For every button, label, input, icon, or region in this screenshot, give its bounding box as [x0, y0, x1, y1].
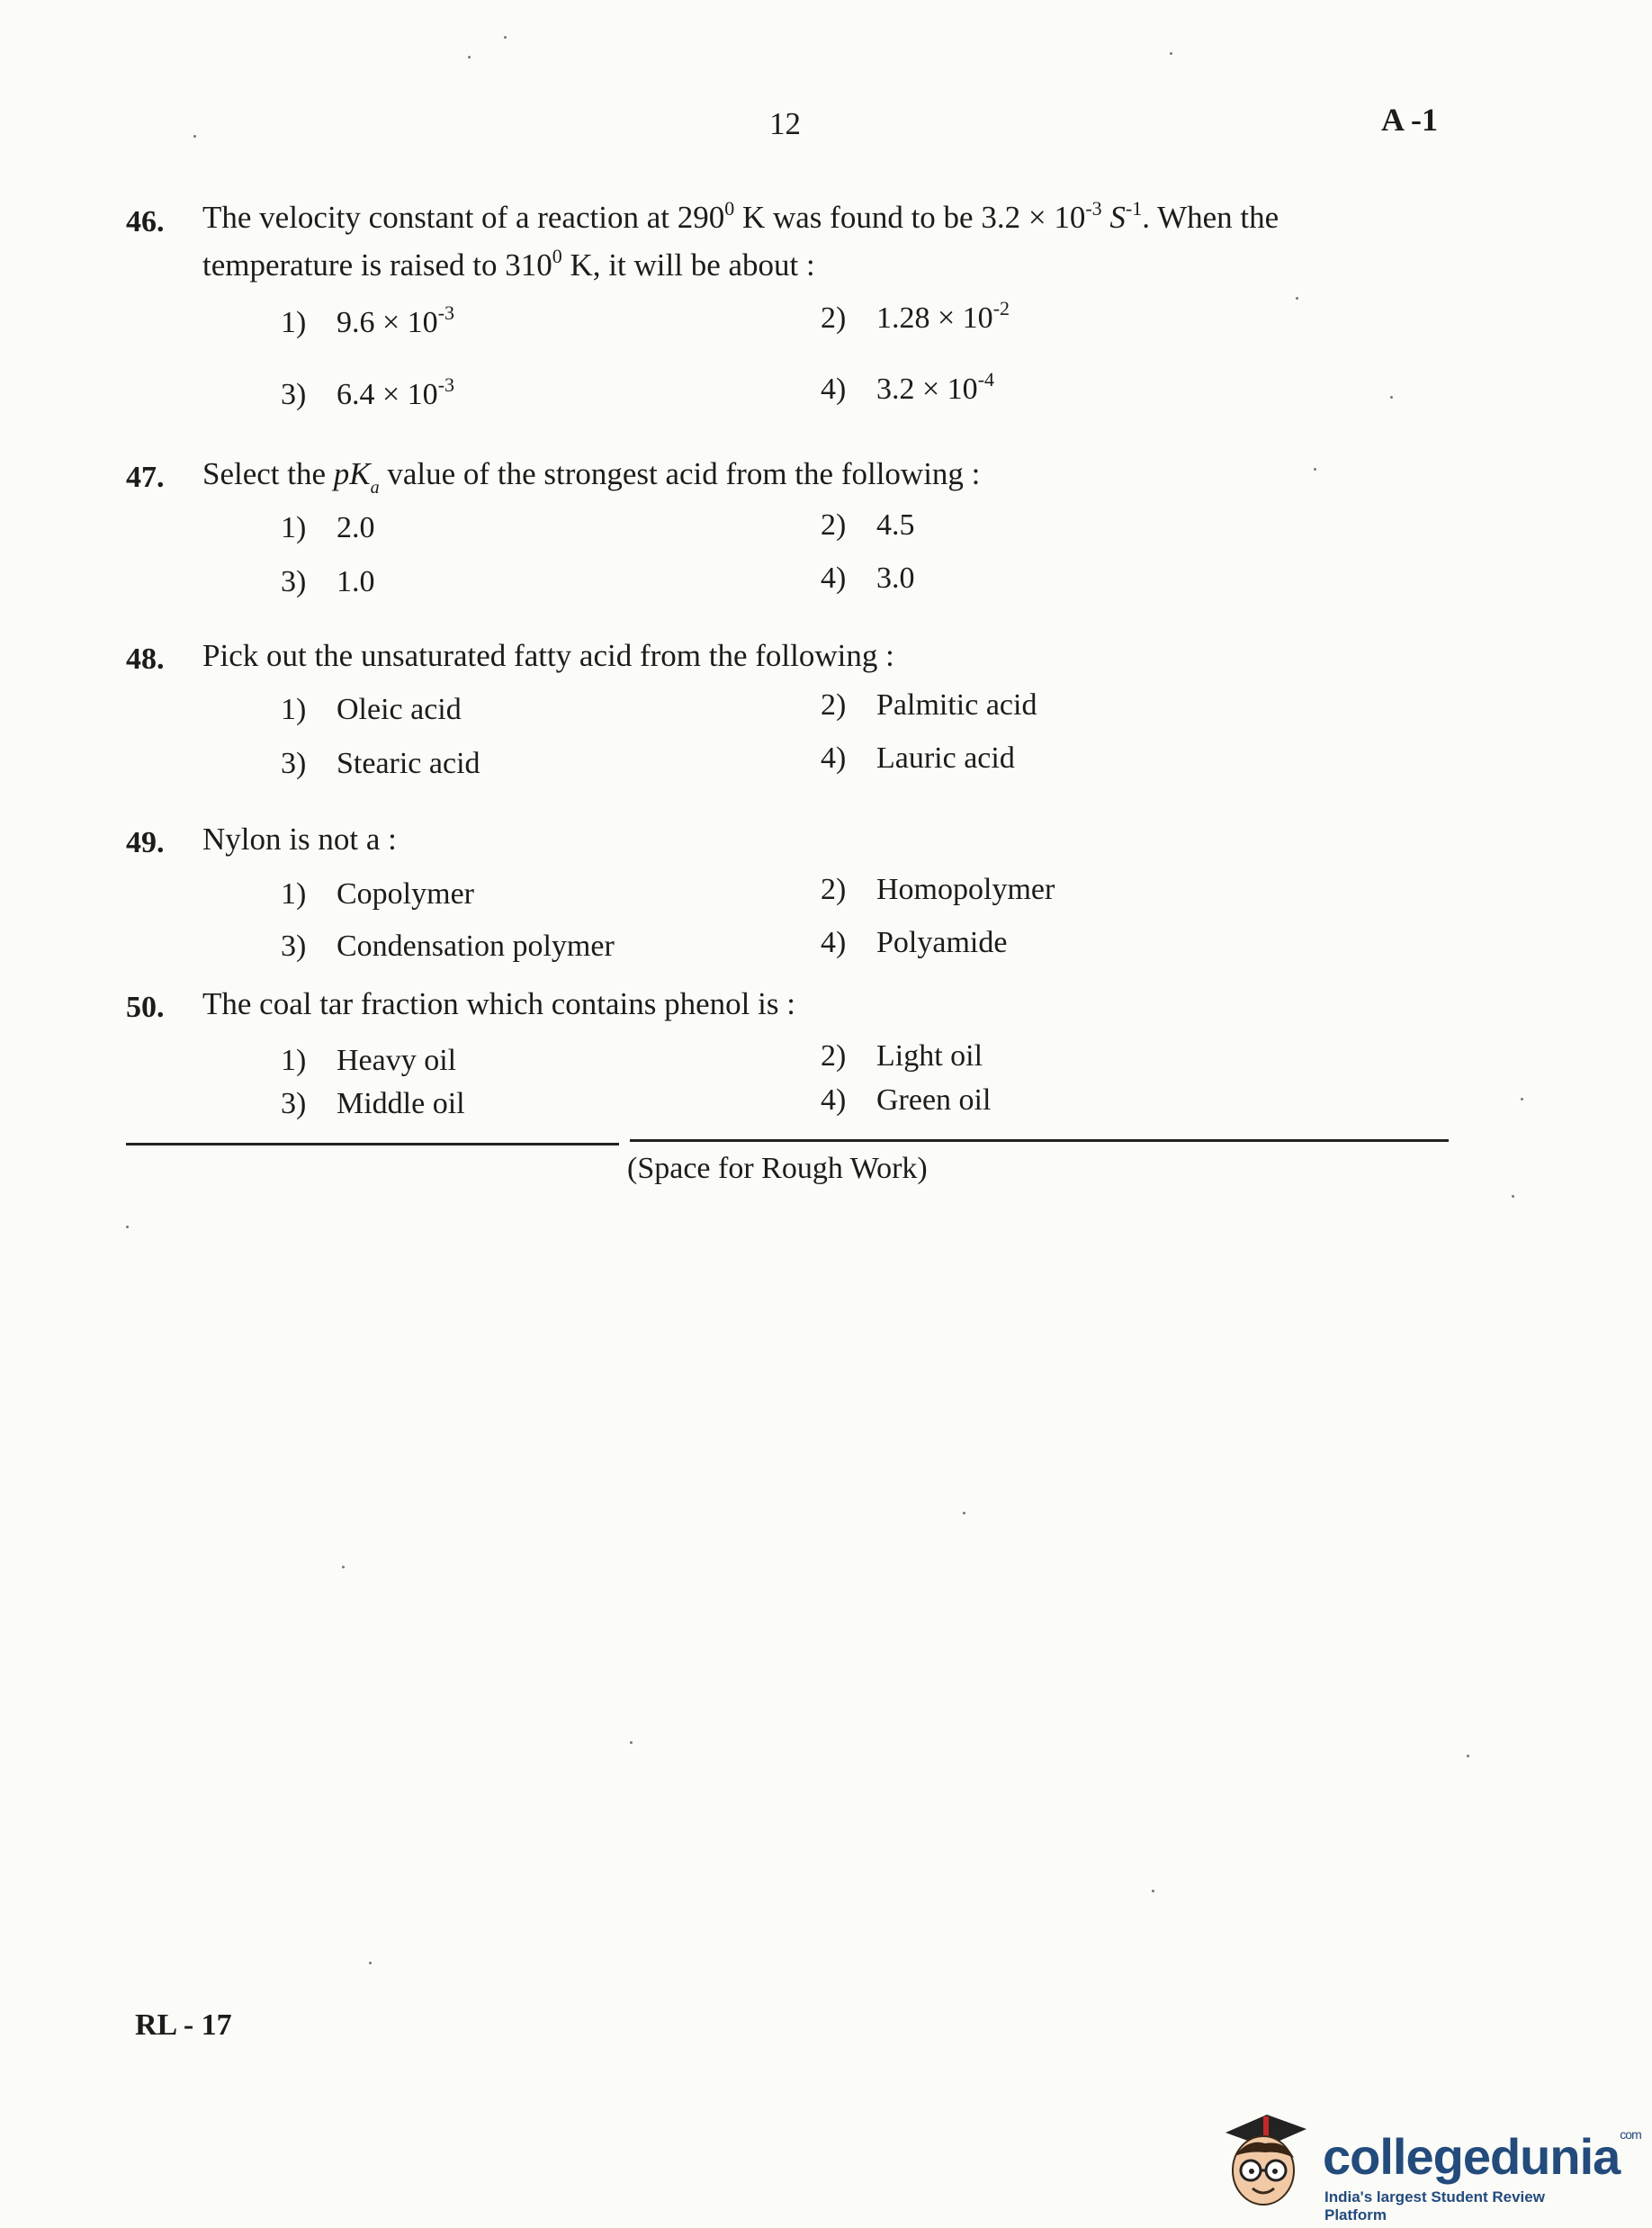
option[interactable]: 3) Condensation polymer	[281, 930, 615, 963]
brand-name: collegedunia$^{com}$	[1323, 2127, 1641, 2185]
question-number: 49.	[126, 826, 165, 859]
booklet-code: A -1	[1381, 102, 1438, 138]
option[interactable]: 1) Copolymer	[281, 877, 474, 911]
option[interactable]: 2) Palmitic acid	[821, 688, 1037, 722]
option[interactable]: 2) Homopolymer	[821, 873, 1055, 906]
question-text: Select the $pK_a$ value of the strongest acid from the following :	[202, 456, 981, 498]
option[interactable]: 1) $9.6 \times 10^{-3}$	[281, 301, 455, 339]
option[interactable]: 1) Heavy oil	[281, 1044, 457, 1077]
option[interactable]: 2) $1.28 \times 10^{-2}$	[821, 297, 1010, 335]
question-number: 47.	[126, 461, 165, 494]
rough-work-label: (Space for Rough Work)	[627, 1152, 928, 1185]
option[interactable]: 4) Green oil	[821, 1083, 992, 1117]
option[interactable]: 2) Light oil	[821, 1039, 983, 1073]
question-text: Pick out the unsaturated fatty acid from the following :	[202, 638, 894, 673]
page-number: 12	[769, 106, 801, 141]
option[interactable]: 4) $3.2 \times 10^{-4}$	[821, 368, 995, 406]
question-number: 48.	[126, 642, 165, 676]
divider-line	[630, 1139, 1449, 1142]
question-text: The velocity constant of a reaction at $290^0$ K was found to be $3.2 \times 10^{-3}$ $S^{-1}$. When the temperature is raised to $310^0$ K, it will be about :	[202, 197, 1279, 283]
option[interactable]: 4) Lauric acid	[821, 741, 1015, 775]
option[interactable]: 3) $6.4 \times 10^{-3}$	[281, 373, 455, 411]
option[interactable]: 3) Middle oil	[281, 1087, 465, 1120]
option[interactable]: 2) 4.5	[821, 508, 915, 542]
option[interactable]: 4) Polyamide	[821, 926, 1008, 959]
mascot-icon	[1213, 2113, 1319, 2212]
question-number: 46.	[126, 205, 165, 238]
option[interactable]: 1) 2.0	[281, 511, 375, 544]
brand-tagline: India's largest Student Review Platform	[1324, 2188, 1545, 2224]
option[interactable]: 3) 1.0	[281, 565, 375, 598]
question-number: 50.	[126, 991, 165, 1024]
question-text: Nylon is not a :	[202, 822, 397, 857]
question-text: The coal tar fraction which contains phenol is :	[202, 986, 795, 1021]
footer-code: RL - 17	[135, 2008, 232, 2042]
collegedunia-logo	[1213, 2113, 1641, 2224]
option[interactable]: 1) Oleic acid	[281, 693, 462, 726]
option[interactable]: 4) 3.0	[821, 561, 915, 595]
option[interactable]: 3) Stearic acid	[281, 747, 480, 780]
divider-line	[126, 1143, 619, 1145]
